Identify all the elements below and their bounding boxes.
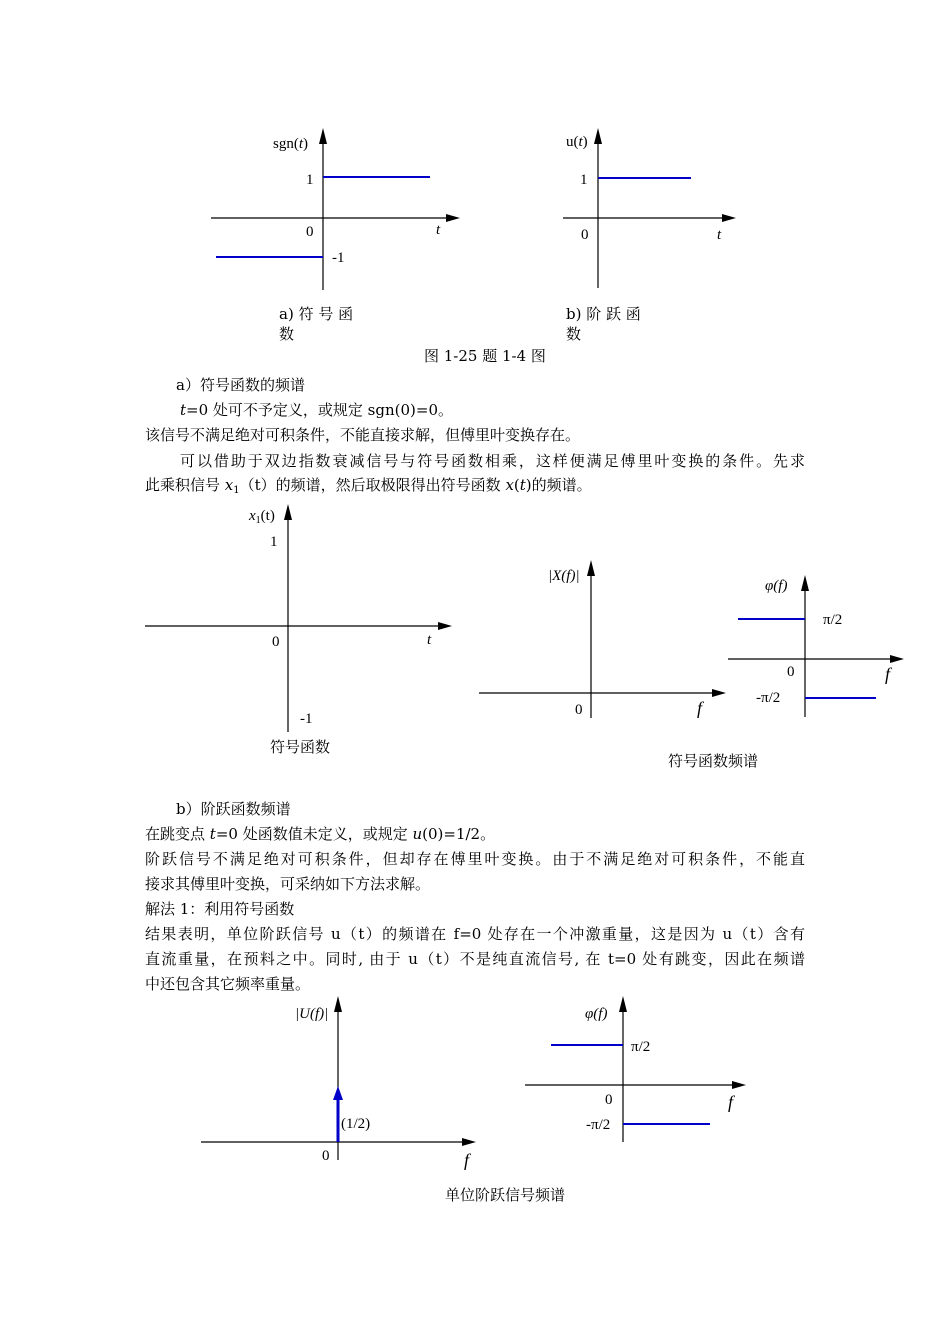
x1-y-label: $x_1(t)$ [249, 508, 275, 526]
section-a-heading: a）符号函数的频谱 [176, 376, 305, 394]
phi1-pi2-label: π/2 [823, 612, 843, 628]
step-t-label: t [717, 227, 722, 243]
Xf-y-label: |X(f)| [548, 568, 580, 584]
Uf-x-arrow-icon [462, 1138, 476, 1146]
section-b-line3: 接求其傅里叶变换，可采纳如下方法求解。 [145, 875, 431, 893]
sgn-y-arrow-icon [319, 128, 327, 144]
b-line1-mid: =0 处函数值未定义，或规定 [215, 825, 413, 843]
step-y-arrow-icon [594, 128, 602, 144]
x1-x-arrow-icon [438, 622, 452, 630]
var-t: t [180, 401, 187, 419]
sgn-caption-line1: a) 符 号 函 [279, 305, 354, 323]
phi2-y-label: φ(f) [585, 1006, 608, 1022]
phi1-y-arrow-icon [801, 575, 809, 591]
step-tick-1: 1 [580, 172, 588, 188]
phi2-mpi2-label: -π/2 [586, 1117, 611, 1133]
step-origin-label: 0 [581, 227, 589, 243]
Uf-impulse-arrow-icon [333, 1086, 343, 1100]
var-sub: 1 [233, 485, 240, 496]
sgn-x-arrow-icon [446, 214, 460, 222]
b-var-t: t [209, 825, 216, 843]
b-line1-pre: 在跳变点 [145, 825, 210, 843]
line4-pre: 此乘积信号 [145, 476, 225, 494]
Xf-f-label: f [697, 698, 703, 718]
phi1-caption: 符号函数频谱 [668, 754, 759, 770]
phi2-y-arrow-icon [619, 996, 627, 1012]
step-spectrum-caption: 单位阶跃信号频谱 [445, 1186, 566, 1204]
step-x-arrow-icon [722, 214, 736, 222]
sgn-tick-1: 1 [306, 172, 314, 188]
Uf-impulse-label: (1/2) [341, 1116, 371, 1132]
phi2-pi2-label: π/2 [631, 1039, 651, 1055]
section-a-line3: 可以借助于双边指数衰减信号与符号函数相乘，这样便满足傅里叶变换的条件。先求 [180, 452, 805, 470]
phi2-x-arrow-icon [732, 1081, 746, 1089]
Uf-y-arrow-icon [334, 996, 342, 1012]
var-x: x [224, 476, 234, 494]
section-b-line4: 解法 1：利用符号函数 [145, 900, 295, 918]
Uf-y-label: |U(f)| [295, 1006, 329, 1022]
Uf-f-label: f [464, 1150, 470, 1170]
b-var-u: u [412, 825, 423, 843]
line4-mid: （t）的频谱，然后取极限得出符号函数 [239, 476, 506, 494]
section-b-line5: 结果表明，单位阶跃信号 u（t）的频谱在 f=0 处存在一个冲激重量，这是因为 u（t）含有 [145, 925, 805, 943]
b-line1-end: (0)=1/2。 [422, 825, 496, 843]
section-b-heading: b）阶跃函数频谱 [176, 800, 291, 818]
section-b-line1 [145, 824, 495, 844]
Xf-x-arrow-icon [712, 689, 726, 697]
section-a-line4 [145, 475, 592, 501]
step-y-label: u(t) [566, 134, 588, 150]
x1-tick-1: 1 [270, 534, 278, 550]
step-caption-line1: b) 阶 跃 函 [566, 305, 641, 323]
x1-y-arrow-icon [284, 504, 292, 520]
phi1-mpi2-label: -π/2 [756, 690, 781, 706]
sgn-t-label: t [436, 222, 441, 238]
sgn-origin-label: 0 [306, 224, 314, 240]
step-caption [566, 304, 641, 344]
section-a-line2: 该信号不满足绝对可积条件，不能直接求解，但傅里叶变换存在。 [145, 426, 581, 444]
section-b-line6: 直流重量，在预料之中。同时, 由于 u（t）不是纯直流信号, 在 t=0 处有跳变，因此在频谱 [145, 950, 805, 968]
step-caption-line2: 数 [566, 325, 582, 343]
Xf-y-arrow-icon [587, 560, 595, 576]
x1-tick-minus1: -1 [300, 711, 313, 727]
x1-t-label: t [427, 632, 432, 648]
line1-text: =0 处可不予定义，或规定 sgn(0)=0。 [186, 401, 454, 419]
phi2-f-label: f [728, 1092, 734, 1112]
line4-paren: ( [513, 476, 520, 494]
section-b-line7: 中还包含其它频率重量。 [145, 975, 311, 993]
phi1-origin-label: 0 [787, 664, 795, 680]
phi2-origin-label: 0 [605, 1092, 613, 1108]
phi1-f-label: f [885, 664, 891, 684]
figure-caption: 图 1-25 题 1-4 图 [424, 347, 546, 365]
sgn-y-label: sgn(t) [273, 136, 309, 152]
sgn-tick-minus1: -1 [332, 250, 345, 266]
phi1-y-label: φ(f) [765, 578, 788, 594]
phi1-x-arrow-icon [890, 655, 904, 663]
sgn-caption-line2: 数 [279, 325, 295, 343]
sgn-caption [279, 304, 353, 344]
x1-caption: 符号函数 [270, 740, 331, 756]
Xf-origin-label: 0 [575, 702, 583, 718]
var-t2: t [519, 476, 526, 494]
var-x2: x [505, 476, 514, 494]
section-a-line1 [180, 400, 453, 420]
x1-origin-label: 0 [272, 634, 280, 650]
section-b-line2: 阶跃信号不满足绝对可积条件，但却存在傅里叶变换。由于不满足绝对可积条件，不能直 [145, 850, 805, 868]
Uf-origin-label: 0 [322, 1148, 330, 1164]
line4-end: )的频谱。 [525, 476, 592, 494]
